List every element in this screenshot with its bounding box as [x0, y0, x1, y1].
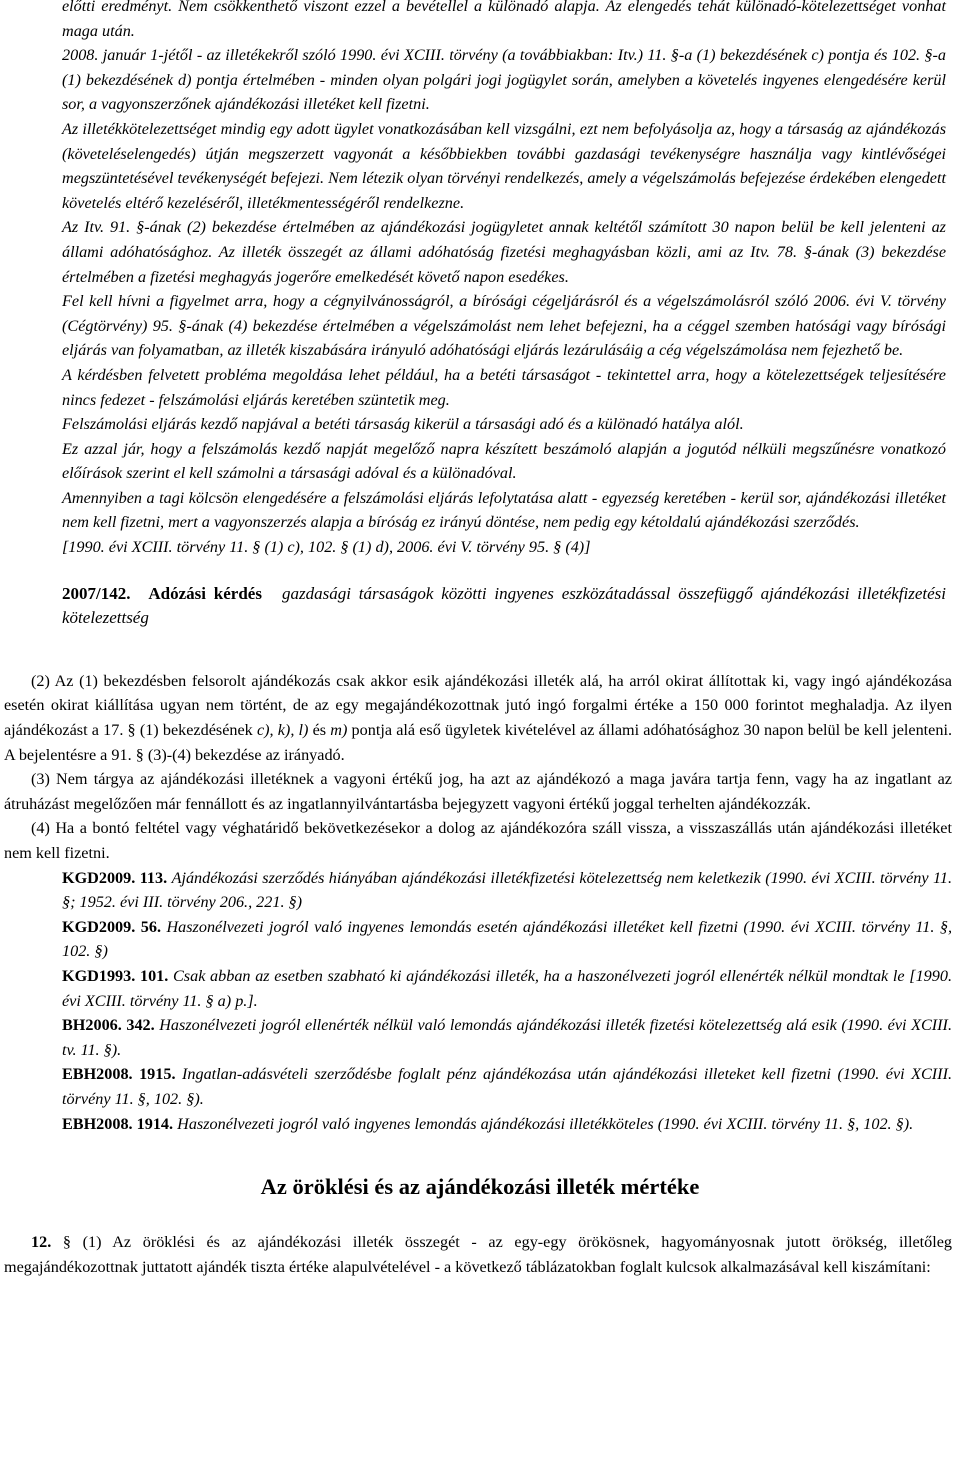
- question-title: gazdasági társaságok közötti ingyenes eszközátadással összefüggő ajándékozási illetékfizetési kötelezettség: [62, 583, 947, 628]
- decision-item: BH2006. 342. Haszonélvezeti jogról ellenérték nélkül való lemondás ajándékozási illeték fizetési kötelezettség alá esik (1990. évi XCIII. tv. 11. §).: [62, 1016, 952, 1059]
- court-decisions: [0, 866, 960, 1137]
- question-number: 2007/142.: [62, 583, 131, 603]
- paragraph: Amennyiben a tagi kölcsön elengedésére a felszámolási eljárás lefolytatása alatt - egyezség keretében - kerül sor, ajándékozási illetéket nem kell fizetni, mert a vagyonszerzés alapja a bíróság ez irányú döntése, nem pedig egy kétoldalú ajándékozási szerződés.: [62, 488, 946, 532]
- statute-paragraph-3: (3) Nem tárgya az ajándékozási illetéknek a vagyoni értékű jog, ha azt az ajándékozó a maga javára tartja fenn, vagy ha az ingatlant az átruházást megelőzően már fennállott és az ingatlannyilvántartásba bejegyzett vagyoni értékű joggal terhelten ajándékozzák.: [4, 770, 952, 813]
- section-12: 12. § (1) Az öröklési és az ajándékozási illeték összegét - az egy-egy örökösnek, hagyományosnak jutott örökség, illetőleg megajándékozottnak juttatott ajándék tiszta értéke alapulvételével - a következő táblázatokban foglalt kulcsok alkalmazásával kell kiszámítani:: [4, 1233, 953, 1276]
- question-header: [0, 582, 960, 631]
- paragraph: Fel kell hívni a figyelmet arra, hogy a cégnyilvánosságról, a bírósági cégeljárásról és a végelszámolásról szóló 2006. évi V. törvény (Cégtörvény) 95. §-ának (4) bekezdése értelmében a végelszámolást nem lehet befejezni, ha a céggel szemben hatósági vagy bírósági eljárás van folyamatban, az illeték kiszabására irányuló adóhatósági eljárás lezárulásáig a cég végelszámolása nem fejezhető be.: [62, 292, 946, 360]
- statute-paragraph-4: (4) Ha a bontó feltétel vagy véghatáridő bekövetkezésekor a dolog az ajándékozóra száll vissza, a visszaszállás után ajándékozási illetéket nem kell fizetni.: [4, 819, 952, 862]
- statute-text: [0, 669, 960, 866]
- statute-paragraph-2: (2) Az (1) bekezdésben felsorolt ajándékozás csak akkor esik ajándékozási illeték alá, ha arról okirat állítottak ki, vagy ingó ajándékozása esetén okirat kiállítása ugyan nem történt, de az egy megajándékozottnak jutó ingó forgalmi értéke a 150 000 forintot meghaladja. Az ilyen ajándékozást a 17. § (1) bekezdésének c), k), l) és m) pontja alá eső ügyletek kivételével az állami adóhatósághoz 30 napon belül be kell jelenteni. A bejelentésre a 91. § (3)-(4) bekezdése az irányadó.: [4, 671, 952, 764]
- paragraph: Az Itv. 91. §-ának (2) bekezdése értelmében az ajándékozási jogügyletet annak keltétől számított 30 napon belül be kell jelenteni az állami adóhatósághoz. Az illeték összegét az állami adóhatóság fizetési meghagyásban közli, ami az Itv. 78. §-ának (3) bekezdése értelmében a fizetési meghagyás jogerőre emelkedését követő napon esedékes.: [62, 218, 946, 286]
- answer-block: [0, 0, 960, 560]
- question-label: Adózási kérdés: [148, 583, 262, 603]
- paragraph: Ez azzal jár, hogy a felszámolás kezdő napját megelőző napra készített beszámoló alapján a jogutód nélküli megszűnésre vonatkozó előírások szerint el kell számolni a társasági adóval és a különadóval.: [62, 439, 946, 483]
- paragraph: előtti eredményt. Nem csökkenthető viszont ezzel a bevétellel a különadó alapja. Az elengedés tehát különadó-kötelezettséget vonhat maga után.: [62, 0, 946, 40]
- paragraph: Az illetékkötelezettséget mindig egy adott ügylet vonatkozásában kell vizsgálni, ezt nem befolyásolja az, hogy a társaság az ajándékozás (követeléselengedés) útján megszerzett vagyonát a későbbiekben további gazdasági tevékenységre használja vagy kintlévőségei megszüntetésével tevékenységét befejezi. Nem létezik olyan törvényi rendelkezés, amely a végelszámolás befejezése érdekében elengedett követelés eltérő kezeléséről, illetékmentességéről rendelkezne.: [62, 119, 946, 212]
- paragraph: 2008. január 1-jétől - az illetékekről szóló 1990. évi XCIII. törvény (a továbbiakban: Itv.) 11. §-a (1) bekezdésének c) pontja és 102. §-a (1) bekezdésének d) pontja értelmében - minden olyan polgári jogi jogügylet során, amelyben a követelés ingyenes elengedésére kerül sor, a vagyonszerzőnek ajándékozási illetéket kell fizetni.: [62, 46, 946, 114]
- decision-item: EBH2008. 1914. Haszonélvezeti jogról való ingyenes lemondás ajándékozási illetékköteles (1990. évi XCIII. törvény 11. §, 102. §).: [62, 1114, 914, 1133]
- legal-reference: [1990. évi XCIII. törvény 11. § (1) c), 102. § (1) d), 2006. évi V. törvény 95. § (4)]: [62, 538, 591, 557]
- decision-item: KGD1993. 101. Csak abban az esetben szabható ki ajándékozási illeték, ha a haszonélvezeti jogról ellenérték nélkül mondtak le [1990. évi XCIII. törvény 11. § a) p.].: [62, 966, 953, 1010]
- section-number: 12.: [31, 1233, 52, 1252]
- section-heading: Az öröklési és az ajándékozási illeték mértéke: [260, 1174, 700, 1200]
- decision-item: KGD2009. 113. Ajándékozási szerződés hiányában ajándékozási illetékfizetési kötelezettség nem keletkezik (1990. évi XCIII. törvény 11. §; 1952. évi III. törvény 206., 221. §): [62, 868, 953, 912]
- decision-item: EBH2008. 1915. Ingatlan-adásvételi szerződésbe foglalt pénz ajándékozása után ajándékozási illeteket kell fizetni (1990. évi XCIII. törvény 11. §, 102. §).: [62, 1065, 953, 1108]
- decision-item: KGD2009. 56. Haszonélvezeti jogról való ingyenes lemondás esetén ajándékozási illetéket kell fizetni (1990. évi XCIII. törvény 11. §, 102. §): [62, 917, 953, 961]
- paragraph: A kérdésben felvetett probléma megoldása lehet például, ha a betéti társaságot - tekintettel arra, hogy a kötelezettségek teljesítésére nincs fedezet - felszámolási eljárás keretében szüntetik meg.: [62, 365, 946, 409]
- paragraph: Felszámolási eljárás kezdő napjával a betéti társaság kikerül a társasági adó és a különadó hatálya alól.: [62, 415, 744, 434]
